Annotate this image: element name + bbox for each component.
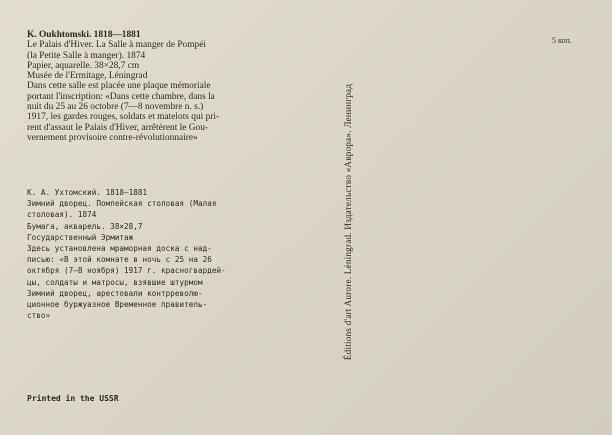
french-title: Le Palais d'Hiver. La Salle à manger de Pompéi — [27, 40, 206, 51]
russian-subtitle: столовая). 1874 — [27, 210, 97, 220]
russian-desc-line: ство» — [27, 311, 51, 321]
russian-title: Зимний дворец. Помпейская столовая (Малая — [27, 199, 217, 209]
russian-desc-line: октября (7—8 ноября) 1917 г. красногвардей- — [27, 266, 226, 276]
french-desc-line: nuit du 25 au 26 octobre (7—8 novembre n. s.) — [27, 102, 204, 113]
french-desc-line: 1917, les gardes rouges, soldats et matelots qui pri- — [27, 112, 220, 123]
russian-desc-line: цы, солдаты и матросы, взявшие штурмом — [27, 277, 203, 287]
russian-desc-line: Зимний дворец, арестовали контрреволю- — [27, 288, 203, 298]
french-subtitle: (la Petite Salle à manger). 1874 — [27, 50, 146, 61]
french-artist: K. Oukhtomski. 1818—1881 — [27, 30, 141, 40]
french-desc-line: Dans cette salle est placée une plaque mémoriale — [27, 81, 211, 92]
russian-medium: Бумага, акварель. 38×28,7 — [27, 221, 143, 231]
russian-desc-line: Здесь установлена мраморная доска с над- — [27, 244, 212, 254]
russian-caption — [27, 187, 327, 321]
printed-in-label: Printed in the USSR — [27, 394, 119, 403]
russian-desc-line: ционное буржуазное Временное правитель- — [27, 300, 208, 310]
french-caption — [27, 30, 327, 143]
french-desc-line: vernement provisoire contre-révolutionnaire» — [27, 132, 198, 143]
price-label: 5 коп. — [552, 36, 572, 45]
french-desc-line: rent d'assaut le Palais d'Hiver, arrêtèrent le Gou- — [27, 122, 209, 133]
french-desc-line: portant l'inscription: «Dans cette chambre, dans la — [27, 91, 215, 102]
publisher-divider — [341, 16, 355, 428]
russian-desc-line: писью: «В этой комнате в ночь с 25 на 26 — [27, 255, 212, 265]
publisher-imprint: Éditions d'art Aurore. Léningrad. Издательство «Аврора». Ленинград — [343, 83, 353, 361]
russian-artist: К. А. Ухтомский. 1818—1881 — [27, 188, 148, 197]
russian-museum: Государственный Эрмитаж — [27, 232, 134, 242]
french-museum: Musée de l'Ermitage, Léningrad — [27, 71, 148, 82]
french-medium: Papier, aquarelle. 38×28,7 cm — [27, 60, 140, 71]
